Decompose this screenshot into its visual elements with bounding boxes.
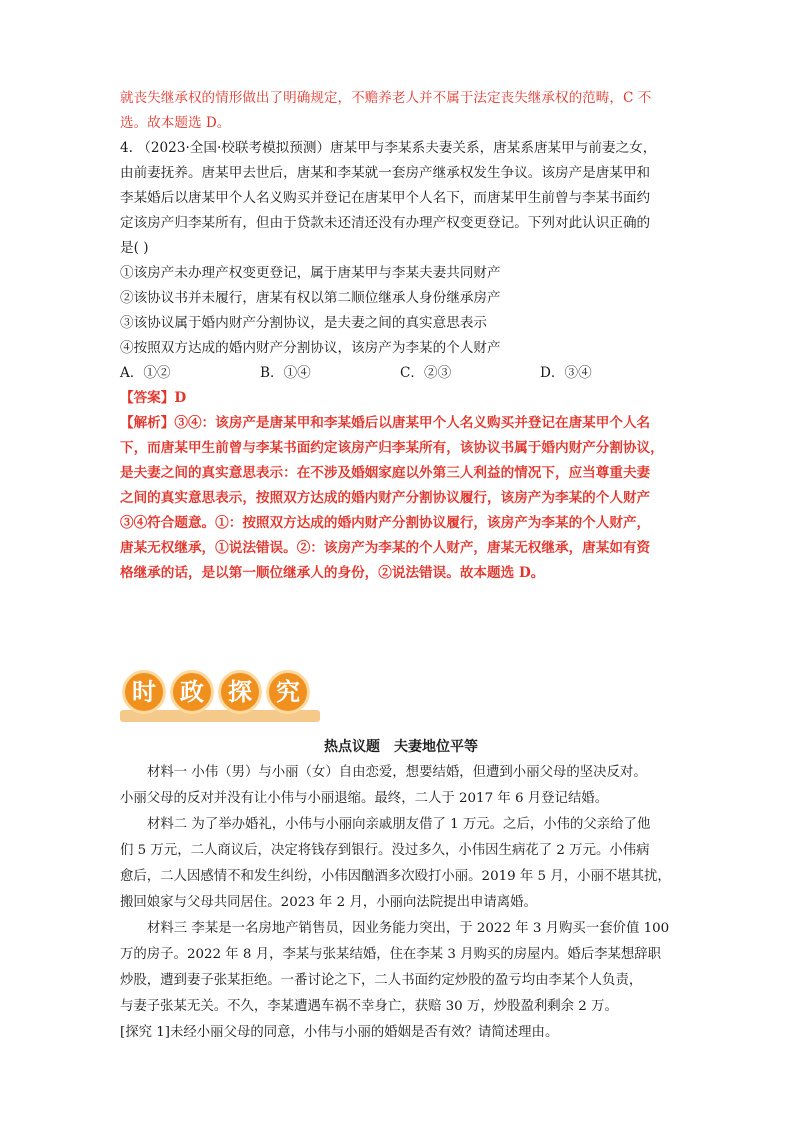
option-a: A．①② [120,365,171,381]
section-banner [120,666,320,728]
section-title: 热点议题 夫妻地位平等 [324,739,478,755]
question-block [120,86,682,586]
explanation-line: 唐某无权继承，①说法错误。②：该房产为李某的个人财产，唐某无权继承，唐某如有资 [120,540,651,556]
explanation-line: 是夫妻之间的真实意思表示：在不涉及婚姻家庭以外第三人利益的情况下，应当尊重夫妻 [120,465,651,481]
material-line: 小丽父母的反对并没有让小伟与小丽退缩。最终，二人于 2017 年 6 月登记结婚。 [120,791,609,806]
prev-explanation-line: 选。故本题选 D。 [120,115,231,131]
option-d: D．③④ [540,365,592,381]
material-line: 材料三 李某是一名房地产销售员，因业务能力突出，于 2022 年 3 月购买一套价值 100 [147,921,670,936]
question-stem-line: 由前妻抚养。唐某甲去世后，唐某和李某就一套房产继承权发生争议。该房产是唐某甲和 [120,165,651,181]
question-stem-line: 4. （2023·全国·校联考模拟预测）唐某甲与李某系夫妻关系，唐某系唐某甲与前妻之女， [120,140,657,156]
material-line: 们 5 万元，二人商议后，决定将钱存到银行。没过多久，小伟因生病花了 2 万元。小伟病 [120,843,650,858]
material-line: 炒股，遭到妻子张某拒绝。一番讨论之下，二人书面约定炒股的盈亏均由李某个人负责， [120,973,643,988]
option-b: B．①④ [260,365,311,381]
explanation-line: ③④符合题意。①：按照双方达成的婚内财产分割协议履行，该房产为李某的个人财产， [120,515,651,531]
banner-char: 时 [122,670,166,714]
explanation-line: 【解析】③④：该房产是唐某甲和李某婚后以唐某甲个人名义购买并登记在唐某甲个人名 [120,415,651,431]
materials-block [120,760,682,1046]
statement-3: ③该协议属于婚内财产分割协议，是夫妻之间的真实意思表示 [120,315,488,331]
option-c: C．②③ [400,365,452,381]
material-line: 愈后，二人因感情不和发生纠纷，小伟因酗酒多次殴打小丽。2019 年 5 月，小丽不堪其扰， [120,869,671,884]
inquiry-1: [探究 1]未经小丽父母的同意，小伟与小丽的婚姻是否有效？请简述理由。 [120,1025,559,1040]
answer-options [120,361,682,386]
banner-char: 探 [218,670,262,714]
statement-1: ①该房产未办理产权变更登记，属于唐某甲与李某夫妻共同财产 [120,265,501,281]
banner-char: 政 [170,670,214,714]
question-stem-line: 是( ) [120,240,149,256]
statement-2: ②该协议书并未履行，唐某有权以第二顺位继承人身份继承房产 [120,290,501,306]
material-line: 万的房子。2022 年 8 月，李某与张某结婚，住在李某 3 月购买的房屋内。婚后李某想辞职 [120,947,662,962]
material-line: 与妻子张某无关。不久，李某遭遇车祸不幸身亡，获赔 30 万，炒股盈利剩余 2 万。 [120,999,618,1014]
question-stem-line: 定该房产归李某所有，但由于贷款未还清还没有办理产权变更登记。下列对此认识正确的 [120,215,651,231]
prev-explanation-line: 就丧失继承权的情形做出了明确规定，不赡养老人并不属于法定丧失继承权的范畴，C 不 [120,90,652,106]
material-line: 材料一 小伟（男）与小丽（女）自由恋爱，想要结婚，但遭到小丽父母的坚决反对。 [147,765,647,780]
answer-line: 【答案】D [120,390,187,406]
question-stem-line: 李某婚后以唐某甲个人名义购买并登记在唐某甲个人名下，而唐某甲生前曾与李某书面约 [120,190,651,206]
material-line: 材料二 为了举办婚礼，小伟与小丽向亲戚朋友借了 1 万元。之后，小伟的父亲给了他 [147,817,651,832]
explanation-line: 下，而唐某甲生前曾与李某书面约定该房产归李某所有，该协议书属于婚内财产分割协议， [120,440,664,456]
explanation-line: 之间的真实意思表示，按照双方达成的婚内财产分割协议履行，该房产为李某的个人财产 [120,490,651,506]
banner-char: 究 [266,670,310,714]
explanation-line: 格继承的话，是以第一顺位继承人的身份，②说法错误。故本题选 D。 [120,565,545,581]
statement-4: ④按照双方达成的婚内财产分割协议，该房产为李某的个人财产 [120,340,501,356]
material-line: 搬回娘家与父母共同居住。2023 年 2 月，小丽向法院提出申请离婚。 [120,895,537,910]
